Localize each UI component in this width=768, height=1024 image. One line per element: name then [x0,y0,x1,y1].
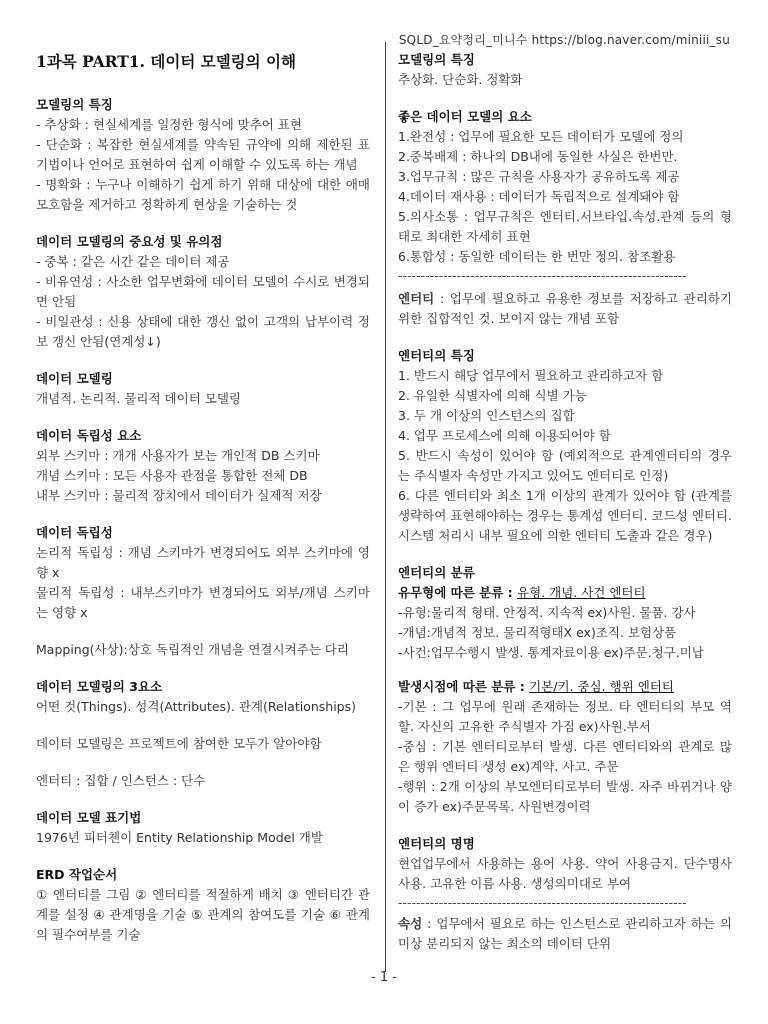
subsection-label: 유무형에 따른 분류 : [398,585,518,600]
section-erd-order [36,865,370,945]
subsection-value: 기본/키. 중심. 행위 엔터티 [529,679,674,694]
text-line: 2.중복배제 : 하나의 DB내에 동일한 사실은 한번만. [398,149,678,164]
section-title: 엔터티의 분류 [398,565,475,580]
text-line: 3.업무규칙 : 많은 규칙을 사용자가 공유하도록 제공 [398,169,680,184]
text-line: - 명확화 : 누구나 이해하기 쉽게 하기 위해 대상에 대한 애매모호함을 제거하고 정확하게 현상을 기술하는 것 [36,177,370,212]
text-line: 4.데이터 재사용 : 데이터가 독립적으로 설계돼야 함 [398,189,680,204]
subsection-label: 발생시점에 따른 분류 : [398,679,530,694]
subsection-value: 유형. 개념. 사건 엔터티 [517,585,646,600]
text-line: 5. 반드시 속성이 있어야 함 (예외적으로 관계엔터티의 경우는 주식별자 속성만 가지고 있어도 엔터티로 인정) [398,448,732,483]
text-line: -개념:개념적 정보. 물리적형태X ex)조직. 보험상품 [398,625,677,640]
section-entity-instance [36,771,370,791]
text-line: -중심 : 기본 엔터티로부터 발생. 다른 엔터티와의 관계로 많은 행위 엔터티 생성 ex)계약. 사고. 주문 [398,739,732,774]
text-line: - 추상화 : 현실세계를 일정한 형식에 맞추어 표현 [36,117,302,132]
text-line: 논리적 독립성 : 개념 스키마가 변경되어도 외부 스키마에 영향 x [36,545,370,580]
text-line: 1.완전성 : 업무에 필요한 모든 데이터가 모델에 정의 [398,129,684,144]
section-title: 데이터 독립성 [36,525,113,540]
section-entity-features [398,346,736,546]
text-line: -기본 : 그 업무에 원래 존재하는 정보. 타 엔터티의 부모 역할. 자신의 고유한 주식별자 가짐 ex)사원.부서 [398,699,732,734]
left-column [36,50,370,962]
text-line: - 비유연성 : 사소한 업무변화에 데이터 모델이 수시로 변경되면 안됨 [36,274,370,309]
section-three-elements [36,677,370,717]
page-number: - 1 - [371,970,397,985]
section-data-modeling [36,369,370,409]
dashed-separator: ---------------------------------------------------------------- [398,895,687,910]
dashed-separator: ---------------------------------------------------------------- [398,268,687,283]
section-independence [36,523,370,623]
section-title: 모델링의 특징 [398,52,475,67]
text-line: -행위 : 2개 이상의 부모엔터티로부터 발생. 자주 바뀌거나 양이 증가 ex)주문목록. 사원변경이력 [398,779,732,814]
term-definition: : 업무에서 필요로 하는 인스턴스로 관리하고자 하는 의미상 분리되지 않는 최소의 데이터 단위 [398,916,732,951]
text-line: 엔터티 : 집합 / 인스턴스 : 단수 [36,773,206,788]
term-label: 속성 [398,916,423,931]
section-everyone-note [36,734,370,754]
text-line: -유형:물리적 형태. 안정적. 지속적 ex)사원. 물품. 강사 [398,605,696,620]
subsection-by-type [398,583,732,603]
text-line: Mapping(사상):상호 독립적인 개념을 연결시켜주는 다리 [36,642,349,657]
column-divider [385,42,386,972]
section-importance [36,232,370,352]
section-entity-naming [398,834,736,912]
text-line: 내부 스키마 : 물리적 장치에서 데이터가 실제적 저장 [36,488,322,503]
section-title: 좋은 데이터 모델의 요소 [398,109,532,124]
text-line: - 중복 : 같은 시간 같은 데이터 제공 [36,254,230,269]
text-line: 외부 스키마 : 개개 사용자가 보는 개인적 DB 스키마 [36,448,320,463]
section-entity-definition [398,289,736,329]
section-good-model [398,107,732,285]
header-source-note: SQLD_요약정리_미니수 https://blog.naver.com/miniii_su [398,33,730,47]
section-title: 데이터 모델링 [36,371,113,386]
text-line: 2. 유일한 식별자에 의해 식별 가능 [398,388,587,403]
term-definition: : 업무에 필요하고 유용한 정보를 저장하고 관리하기 위한 집합적인 것. 보이지 않는 개념 포함 [398,291,736,326]
section-attribute-definition [398,914,732,954]
section-mapping [36,640,370,660]
section-title: 엔터티의 특징 [398,348,475,363]
text-line: 물리적 독립성 : 내부스키마가 변경되어도 외부/개념 스키마는 영향 x [36,585,370,620]
text-line: ① 엔터티를 그림 ② 엔터티를 적절하게 배치 ③ 엔터티간 관계를 설정 ④ 관계명을 기술 ⑤ 관계의 참여도를 기술 ⑥ 관계의 필수여부를 기술 [36,887,370,942]
spacer [398,663,732,677]
text-line: 어떤 것(Things). 성격(Attributes). 관계(Relationships) [36,699,357,714]
text-line: 개념적. 논리적. 물리적 데이터 모델링 [36,391,241,406]
text-line [398,289,736,329]
text-line: 1. 반드시 해당 업무에서 필요하고 관리하고자 함 [398,368,664,383]
text-line: 5.의사소통 : 업무규칙은 엔터티.서브타입.속성.관계 등의 형태로 최대한 자세히 표현 [398,209,732,244]
text-line: 6.통합성 : 동일한 데이터는 한 번만 정의. 참조활용 [398,249,676,264]
section-modeling-features-short [398,50,732,90]
section-entity-classification [398,563,732,817]
text-line: 데이터 모델링은 프로젝트에 참여한 모두가 알아야함 [36,736,322,751]
text-line: 6. 다른 엔터티와 최소 1개 이상의 관계가 있어야 함 (관계를 생략하여 표현해야하는 경우는 통계성 엔터티. 코드성 엔터티. 시스템 처리시 내부 필요에 의한 엔터티 도출과 같은 경우) [398,488,736,543]
page-title: 1과목 PART1. 데이터 모델링의 이해 [36,52,296,71]
section-title: 데이터 모델링의 3요소 [36,679,163,694]
term-label: 엔터티 [398,291,435,306]
subsection-by-time [398,677,732,697]
section-title: 엔터티의 명명 [398,836,475,851]
section-title: ERD 작업순서 [36,867,118,882]
text-line: 개념 스키마 : 모든 사용자 관점을 통합한 전체 DB [36,468,308,483]
text-line: 4. 업무 프로세스에 의해 이용되어야 함 [398,428,611,443]
section-notation [36,808,370,848]
text-line: 3. 두 개 이상의 인스턴스의 집합 [398,408,575,423]
section-title: 데이터 모델링의 중요성 및 유의점 [36,234,223,249]
section-title: 모델링의 특징 [36,97,113,112]
text-line: 현업업무에서 사용하는 용어 사용. 약어 사용금지. 단수명사 사용. 고유한 이름 사용. 생성의미대로 부여 [398,856,736,891]
text-line: 추상화. 단순화. 정확화 [398,72,523,87]
section-title: 데이터 모델 표기법 [36,810,142,825]
text-line: - 단순화 : 복잡한 현실세계를 약속된 규약에 의해 제한된 표기법이나 언어로 표현하여 쉽게 이해할 수 있도록 하는 개념 [36,137,370,172]
text-line [398,914,732,954]
text-line: -사건:업무수행시 발생. 통계자료이용 ex)주문.청구.미납 [398,645,704,660]
text-line: - 비일관성 : 신용 상태에 대한 갱신 없이 고객의 납부이력 정보 갱신 안됨(연계성↓) [36,314,370,349]
right-column [398,50,736,971]
section-independence-elements [36,426,370,506]
text-line: 1976년 피터첸이 Entity Relationship Model 개발 [36,830,323,845]
section-modeling-features [36,95,370,215]
section-title: 데이터 독립성 요소 [36,428,142,443]
